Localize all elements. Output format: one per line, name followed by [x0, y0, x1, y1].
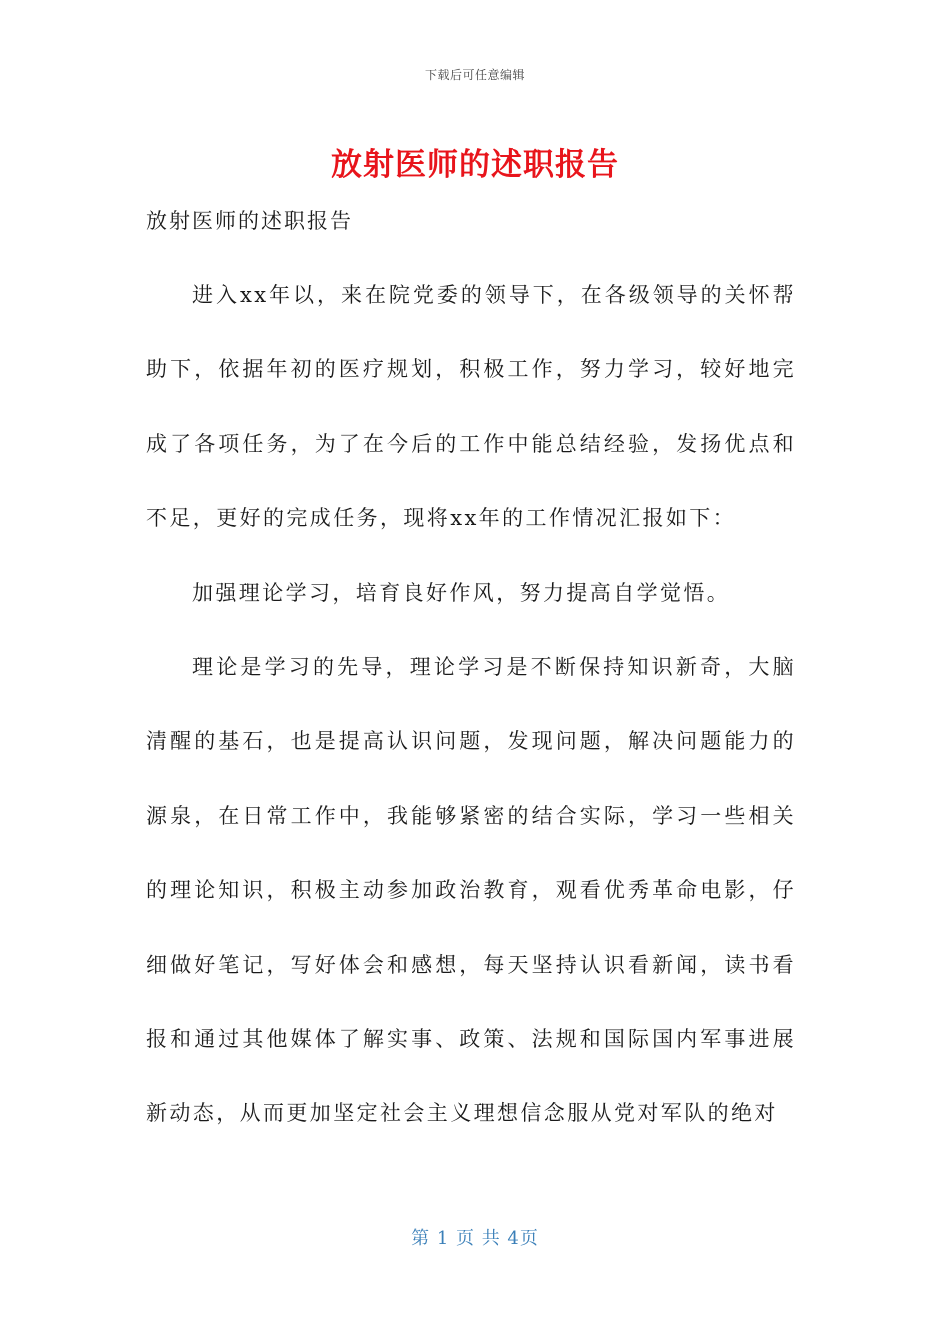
- document-body: [146, 258, 796, 1151]
- page-number-footer: 第 1 页 共 4页: [411, 1228, 539, 1249]
- header-note: 下载后可任意编辑: [424, 68, 525, 82]
- paragraph: 进入xx年以，来在院党委的领导下，在各级领导的关怀帮助下，依据年初的医疗规划，积极工作，努力学习，较好地完成了各项任务，为了在今后的工作中能总结经验，发扬优点和不足，更好的完成任务，现将xx年的工作情况汇报如下：: [146, 283, 796, 531]
- document-subtitle: 放射医师的述职报告: [146, 209, 353, 233]
- paragraph: 加强理论学习，培育良好作风，努力提高自学觉悟。: [192, 580, 731, 605]
- paragraph: 理论是学习的先导，理论学习是不断保持知识新奇，大脑清醒的基石，也是提高认识问题，发现问题，解决问题能力的源泉，在日常工作中，我能够紧密的结合实际，学习一些相关的理论知识，积极主动参加政治教育，观看优秀革命电影，仔细做好笔记，写好体会和感想，每天坚持认识看新闻，读书看报和通过其他媒体了解实事、政策、法规和国际国内军事进展新动态，从而更加坚定社会主义理想信念服从党对军队的绝对: [146, 655, 796, 1126]
- document-title: 放射医师的述职报告: [331, 147, 619, 183]
